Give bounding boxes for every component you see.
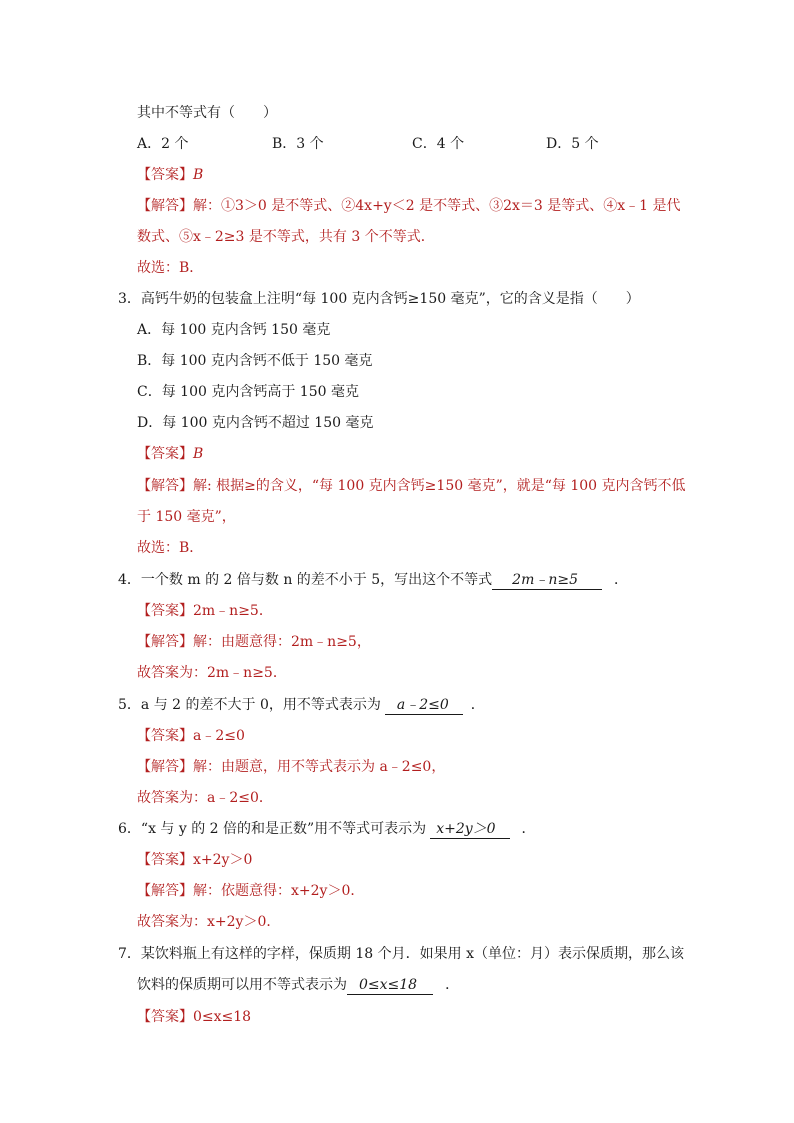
analysis-text: 解：由题意得：2m﹣n≥5，: [193, 634, 371, 650]
q3-option-c: C．每 100 克内含钙高于 150 毫克: [137, 384, 359, 400]
q7-answer-blank: [347, 976, 433, 995]
analysis-label: 【解答】: [137, 634, 193, 650]
q7-answer: [137, 1007, 251, 1027]
q6-stem: [118, 819, 536, 839]
analysis-text: 解：①3＞0 是不等式、②4x+y＜2 是不等式、③2x＝3 是等式、④x﹣1 是代: [193, 198, 681, 214]
q3-answer: [137, 444, 203, 464]
answer-value: 0≤x≤18: [193, 1009, 252, 1025]
q3-option-d: D．每 100 克内含钙不超过 150 毫克: [137, 415, 374, 431]
answer-value: a﹣2≤0: [193, 728, 245, 744]
q5-answer-blank: [385, 696, 463, 715]
q7-blank-text: 0≤x≤18: [359, 977, 418, 993]
analysis-label: 【解答】: [137, 198, 193, 214]
q7-stem-line2: [137, 975, 459, 995]
q4-analysis: [137, 632, 371, 652]
q7-stem-text: 饮料的保质期可以用不等式表示为: [137, 977, 347, 993]
q7-stem-end: ．: [445, 977, 460, 993]
answer-label: 【答案】: [137, 446, 193, 462]
q5-stem: [118, 695, 485, 715]
q4-blank-text: 2m﹣n≥5: [512, 572, 579, 588]
q6-answer: [137, 850, 252, 870]
analysis-text: 解：依题意得：x+2y＞0．: [193, 883, 365, 899]
answer-label: 【答案】: [137, 728, 193, 744]
q5-answer: [137, 726, 245, 746]
q2-answer: [137, 165, 203, 185]
q3-analysis-line1: [137, 476, 686, 496]
q5-conclusion: 故答案为：a﹣2≤0．: [137, 790, 273, 806]
q5-analysis: [137, 757, 445, 777]
answer-label: 【答案】: [137, 167, 193, 183]
q2-analysis-line2: 数式、⑤x﹣2≥3 是不等式，共有 3 个不等式．: [137, 229, 435, 245]
q3-option-b: B．每 100 克内含钙不低于 150 毫克: [137, 353, 373, 369]
analysis-label: 【解答】: [137, 759, 193, 775]
q2-analysis-line1: [137, 196, 680, 216]
q5-stem-text: 5．a 与 2 的差不大于 0，用不等式表示为: [118, 697, 381, 713]
answer-value: B: [193, 446, 204, 462]
q4-answer: [137, 601, 273, 621]
q2-option-d: D．5 个: [546, 136, 599, 152]
q4-conclusion: 故答案为：2m﹣n≥5．: [137, 665, 287, 681]
analysis-text: 解：由题意，用不等式表示为 a﹣2≤0，: [193, 759, 446, 775]
q2-option-b: B．3 个: [272, 136, 324, 152]
q3-analysis-line2: 于 150 毫克”，: [137, 509, 236, 525]
q5-blank-text: a﹣2≤0: [396, 697, 449, 713]
answer-label: 【答案】: [137, 1009, 193, 1025]
answer-label: 【答案】: [137, 852, 193, 868]
analysis-text: 解: 根据≥的含义，“每 100 克内含钙≥150 毫克”，就是“每 100 克内含钙不低: [193, 478, 686, 494]
q4-stem-end: ．: [614, 572, 629, 588]
q2-option-c: C．4 个: [412, 136, 465, 152]
q4-answer-blank: [492, 571, 602, 590]
q3-option-a: A．每 100 克内含钙 150 毫克: [137, 322, 331, 338]
q6-answer-blank: [430, 820, 509, 839]
q3-stem: 3．高钙牛奶的包装盒上注明“每 100 克内含钙≥150 毫克”，它的含义是指（ ）: [118, 291, 640, 307]
q2-option-a: A．2 个: [137, 136, 189, 152]
q6-blank-text: x+2y＞0: [436, 821, 496, 837]
analysis-label: 【解答】: [137, 478, 193, 494]
answer-value: 2m﹣n≥5．: [193, 603, 273, 619]
q3-conclusion: 故选：B．: [137, 540, 204, 556]
answer-label: 【答案】: [137, 603, 193, 619]
analysis-label: 【解答】: [137, 883, 193, 899]
answer-value: x+2y＞0: [193, 852, 253, 868]
q6-analysis: [137, 881, 364, 901]
q6-stem-end: ．: [521, 821, 536, 837]
q6-stem-text: 6．“x 与 y 的 2 倍的和是正数”用不等式可表示为: [118, 821, 427, 837]
q7-stem-line1: 7．某饮料瓶上有这样的字样，保质期 18 个月．如果用 x（单位：月）表示保质期，那么该: [118, 946, 684, 962]
q4-stem-text: 4．一个数 m 的 2 倍与数 n 的差不小于 5，写出这个不等式: [118, 572, 493, 588]
q2-conclusion: 故选：B．: [137, 260, 204, 276]
q4-stem: [118, 570, 628, 590]
answer-value: B: [193, 167, 204, 183]
q2-stem-tail: 其中不等式有（ ）: [137, 105, 277, 121]
q6-conclusion: 故答案为：x+2y＞0．: [137, 914, 281, 930]
q5-stem-end: ．: [470, 697, 485, 713]
